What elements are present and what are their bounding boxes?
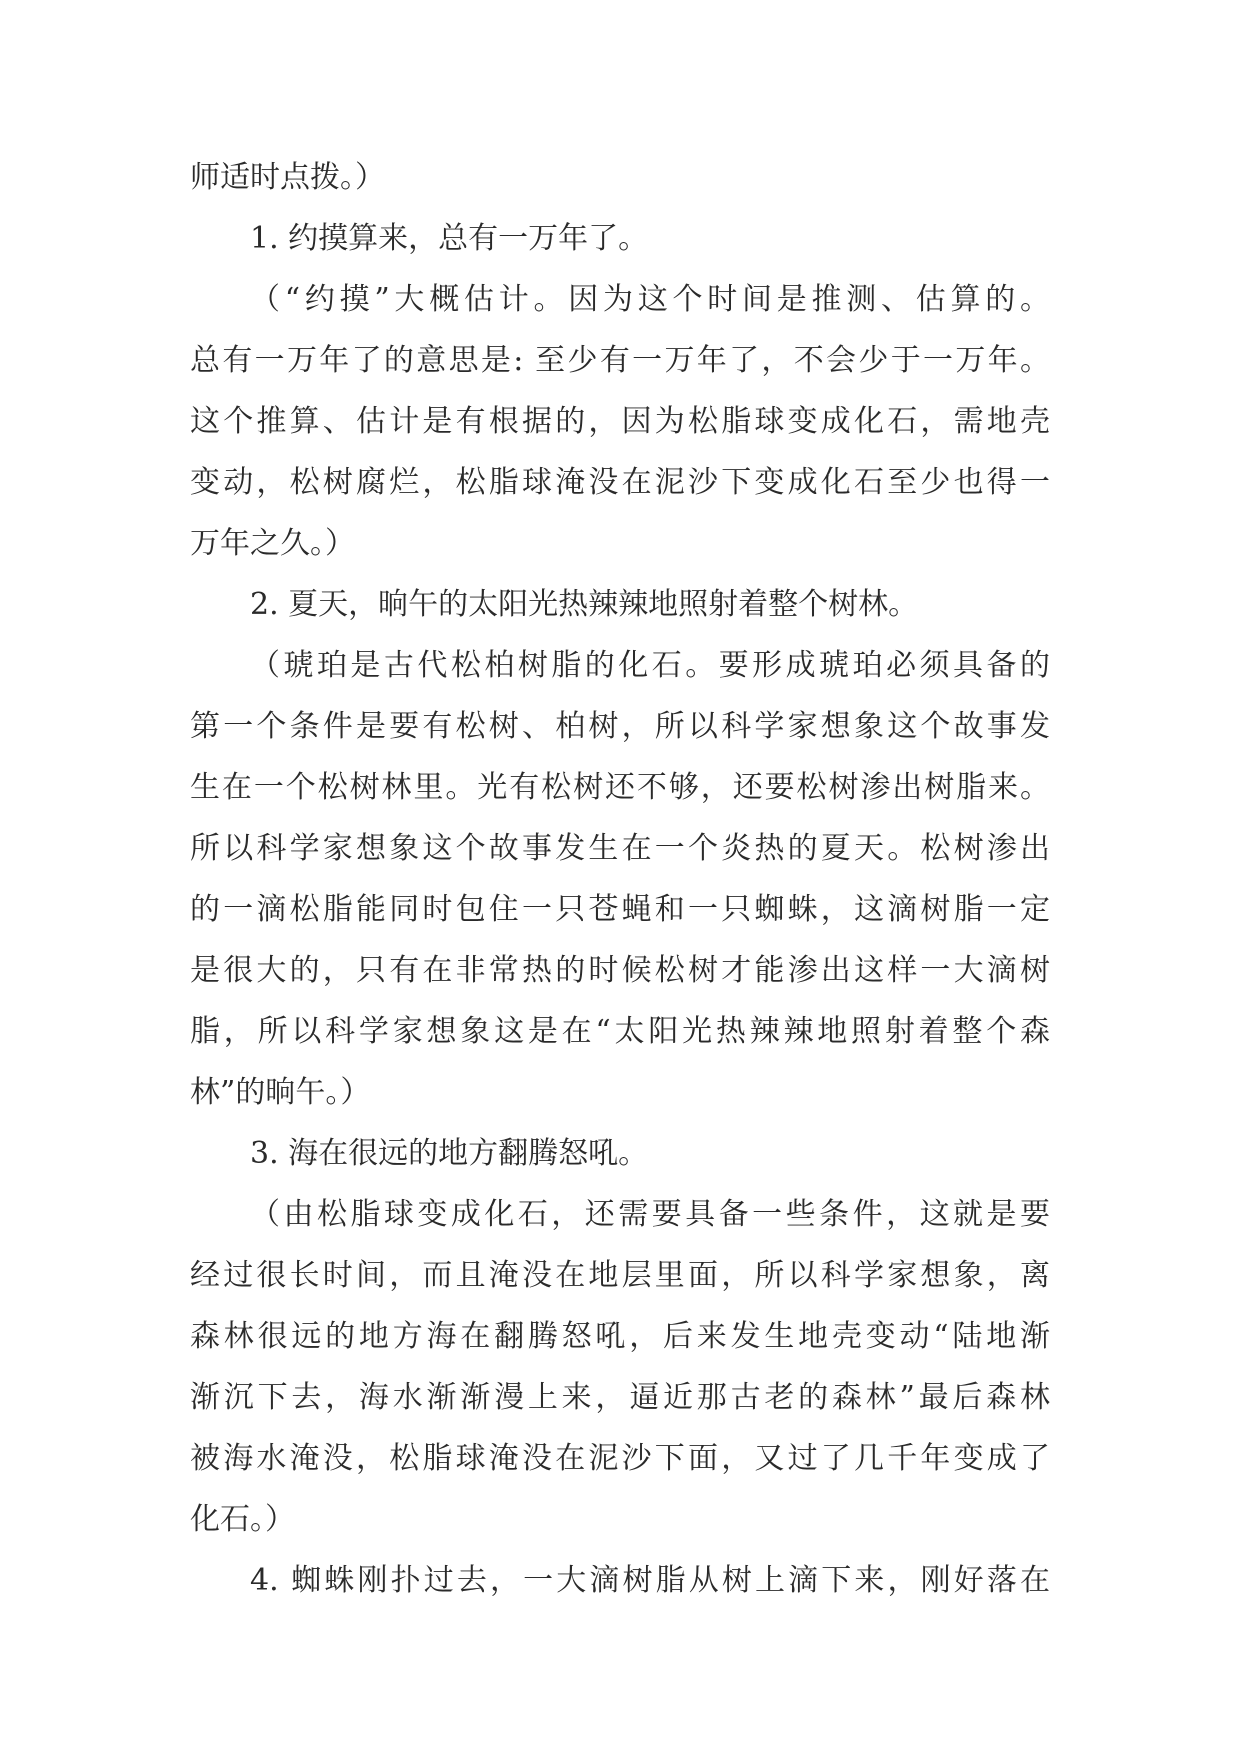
text-line: 脂，所以科学家想象这是在“太阳光热辣辣地照射着整个森 (190, 1014, 1050, 1049)
text-line: 总有一万年了的意思是: 至少有一万年了，不会少于一万年。 (190, 343, 1050, 378)
text-line: 第一个条件是要有松树、柏树，所以科学家想象这个故事发 (190, 709, 1050, 744)
text-line: 是很大的，只有在非常热的时候松树才能渗出这样一大滴树 (190, 953, 1050, 988)
text-line: 这个推算、估计是有根据的，因为松脂球变成化石，需地壳 (190, 404, 1050, 439)
text-line: 生在一个松树林里。光有松树还不够，还要松树渗出树脂来。 (190, 770, 1050, 805)
text-line: 4. 蜘蛛刚扑过去，一大滴树脂从树上滴下来，刚好落在 (250, 1563, 1050, 1598)
text-line: 1. 约摸算来，总有一万年了。 (250, 221, 649, 256)
text-line: 林”的晌午。） (190, 1075, 371, 1110)
text-line: 万年之久。） (190, 526, 355, 561)
text-line: 变动，松树腐烂，松脂球淹没在泥沙下变成化石至少也得一 (190, 465, 1050, 500)
text-line: 师适时点拨。） (190, 160, 385, 195)
text-line: （琥珀是古代松柏树脂的化石。要形成琥珀必须具备的 (250, 648, 1050, 683)
text-line: 渐沉下去，海水渐渐漫上来，逼近那古老的森林”最后森林 (190, 1380, 1050, 1415)
text-line: 2. 夏天，晌午的太阳光热辣辣地照射着整个树林。 (250, 587, 919, 622)
text-line: （由松脂球变成化石，还需要具备一些条件，这就是要 (250, 1197, 1050, 1232)
text-line: 3. 海在很远的地方翻腾怒吼。 (250, 1136, 649, 1171)
text-line: 的一滴松脂能同时包住一只苍蝇和一只蜘蛛，这滴树脂一定 (190, 892, 1050, 927)
text-line: 被海水淹没，松脂球淹没在泥沙下面，又过了几千年变成了 (190, 1441, 1050, 1476)
text-line: 所以科学家想象这个故事发生在一个炎热的夏天。松树渗出 (190, 831, 1050, 866)
text-line: 化石。） (190, 1502, 295, 1537)
text-line: 经过很长时间，而且淹没在地层里面，所以科学家想象，离 (190, 1258, 1050, 1293)
text-line: （“约摸”大概估计。因为这个时间是推测、估算的。 (250, 282, 1050, 317)
text-line: 森林很远的地方海在翻腾怒吼，后来发生地壳变动“陆地渐 (190, 1319, 1050, 1354)
